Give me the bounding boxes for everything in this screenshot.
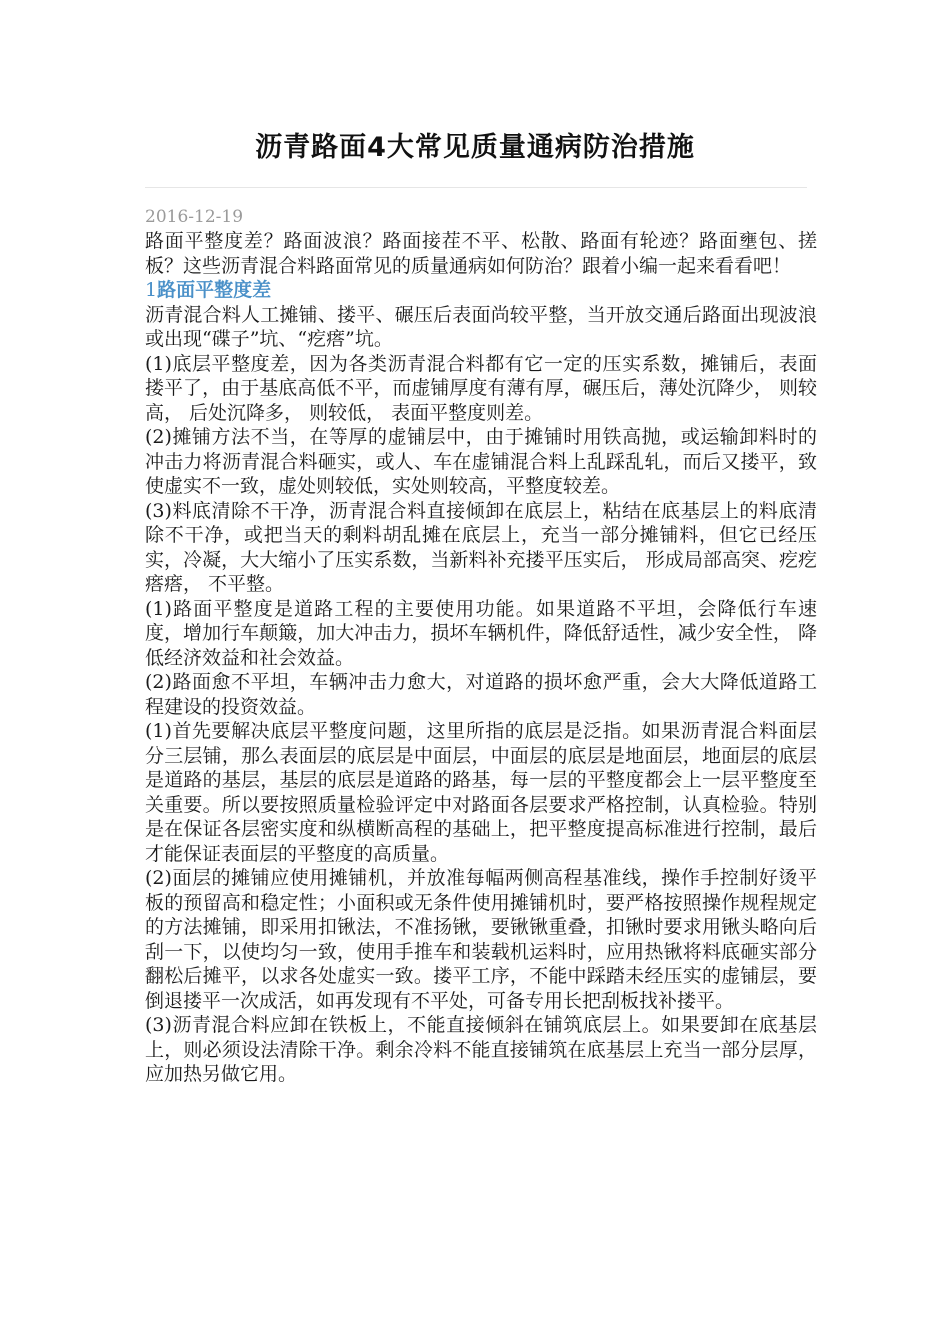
body-paragraph: (2)路面愈不平坦，车辆冲击力愈大，对道路的损坏愈严重，会大大降低道路工程建设的投资效益。: [145, 671, 817, 718]
body-paragraph: (2)摊铺方法不当，在等厚的虚铺层中，由于摊铺时用铁高抛，或运输卸料时的冲击力将沥青混合料砸实，或人、车在虚铺混合料上乱踩乱轧，而后又搂平，致使虚实不一致，虚处则较低，实处则较高，平整度较差。: [145, 426, 817, 497]
publish-date: 2016-12-19: [145, 207, 244, 227]
section-title: 路面平整度差: [157, 279, 272, 301]
body-paragraph: (2)面层的摊铺应使用摊铺机，并放准每幅两侧高程基准线，操作手控制好烫平板的预留高和稳定性；小面积或无条件使用摊铺机时，要严格按照操作规程规定的方法摊铺，即采用扣锹法，不准扬锹，要锹锹重叠，扣锹时要求用锹头略向后刮一下，以使均匀一致，使用手推车和装载机运料时，应用热锹将料底砸实部分翻松后摊平，以求各处虚实一致。搂平工序，不能中踩踏未经压实的虚铺层，要倒退搂平一次成活，如再发现有不平处，可备专用长把刮板找补搂平。: [145, 867, 817, 1012]
body-paragraph: 沥青混合料人工摊铺、搂平、碾压后表面尚较平整，当开放交通后路面出现波浪或出现“碟子”坑、“疙瘩”坑。: [145, 303, 817, 350]
intro-paragraph: 路面平整度差？路面波浪？路面接茬不平、松散、路面有轮迹？路面壅包、搓板？这些沥青混合料路面常见的质量通病如何防治？跟着小编一起来看看吧！: [145, 230, 817, 277]
title-divider: [145, 187, 807, 188]
section-heading: [145, 278, 817, 303]
page-title: 沥青路面4大常见质量通病防治措施: [255, 132, 695, 163]
body-paragraph: (1)首先要解决底层平整度问题，这里所指的底层是泛指。如果沥青混合料面层分三层铺，那么表面层的底层是中面层，中面层的底层是地面层，地面层的底层是道路的基层，基层的底层是道路的路基，每一层的平整度都会上一层平整度至关重要。所以要按照质量检验评定中对路面各层要求严格控制，认真检验。特别是在保证各层密实度和纵横断高程的基础上，把平整度提高标准进行控制，最后才能保证表面层的平整度的高质量。: [145, 720, 817, 865]
body-paragraph: (3)料底清除不干净，沥青混合料直接倾卸在底层上，粘结在底基层上的料底清除不干净，或把当天的剩料胡乱摊在底层上，充当一部分摊铺料，但它已经压实，冷凝，大大缩小了压实系数，当新料补充搂平压实后， 形成局部高突、疙疙瘩瘩， 不平整。: [145, 499, 817, 595]
body-paragraph: (1)路面平整度是道路工程的主要使用功能。如果道路不平坦，会降低行车速度，增加行车颠簸，加大冲击力，损坏车辆机件，降低舒适性，减少安全性， 降低经济效益和社会效益。: [145, 597, 817, 669]
body-paragraph: (1)底层平整度差，因为各类沥青混合料都有它一定的压实系数，摊铺后，表面搂平了，由于基底高低不平，而虚铺厚度有薄有厚，碾压后，薄处沉降少， 则较高， 后处沉降多， 则较低， 表面平整度则差。: [145, 352, 817, 424]
section-number: 1: [145, 279, 158, 301]
body-paragraph: (3)沥青混合料应卸在铁板上，不能直接倾斜在铺筑底层上。如果要卸在底基层上，则必须设法清除干净。剩余冷料不能直接铺筑在底基层上充当一部分层厚，应加热另做它用。: [145, 1014, 817, 1085]
article-body: [145, 205, 817, 1087]
